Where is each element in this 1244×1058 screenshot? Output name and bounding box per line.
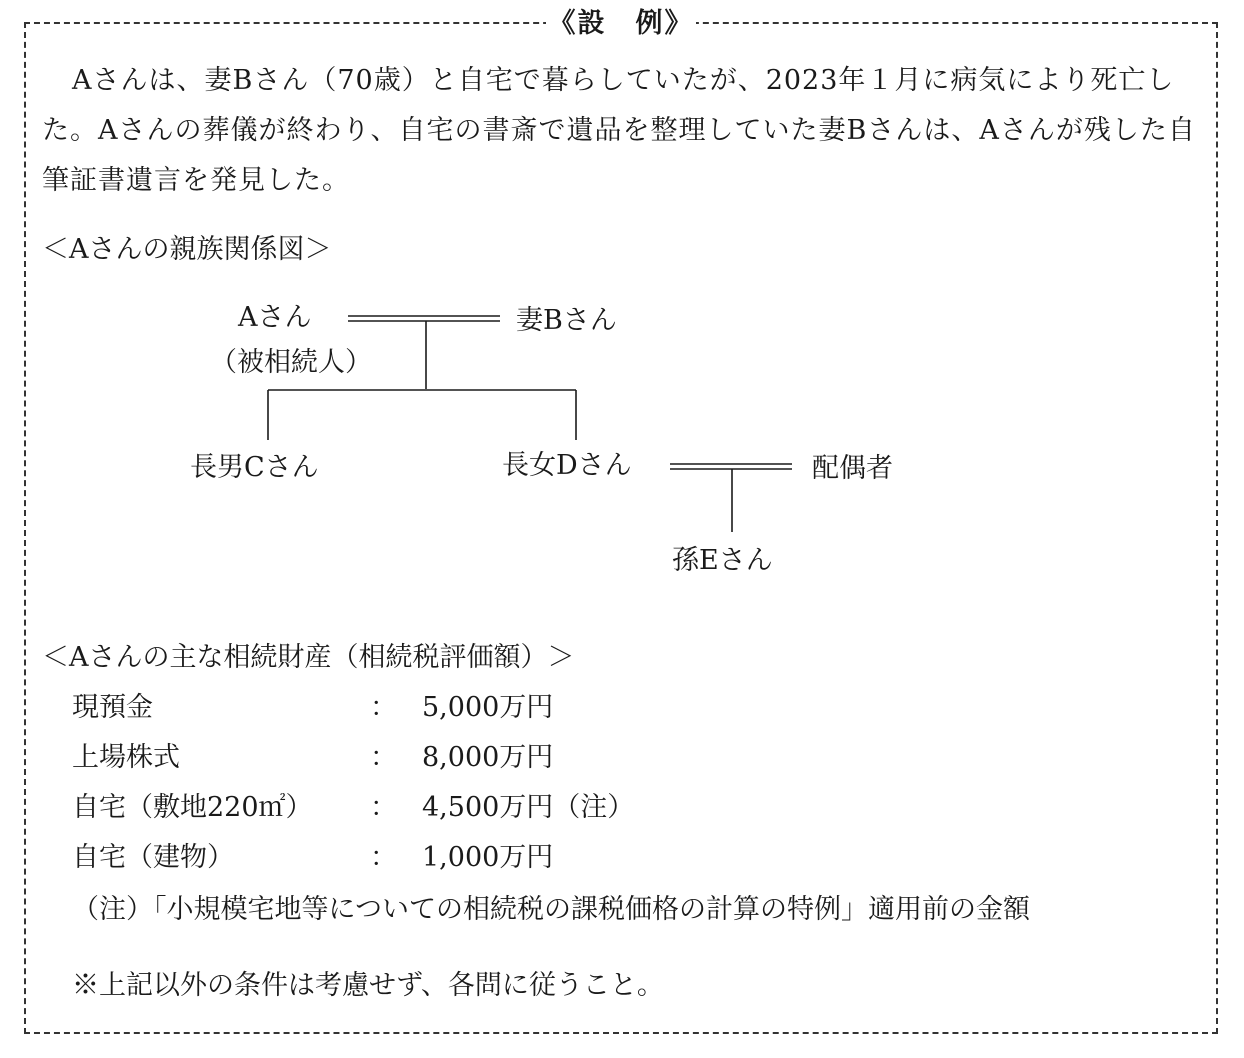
person-daughter-d: 長女Dさん xyxy=(502,450,632,481)
person-a-role: （被相続人） xyxy=(210,347,372,378)
family-heading: ＜Aさんの親族関係図＞ xyxy=(42,234,332,265)
asset-label: 現預金 xyxy=(72,692,153,723)
person-son-c: 長男Cさん xyxy=(190,452,319,483)
frame-title: 《設 例》 xyxy=(546,6,696,42)
asset-label: 上場株式 xyxy=(72,742,180,773)
assets-heading: ＜Aさんの主な相続財産（相続税評価額）＞ xyxy=(42,642,575,673)
asset-separator: ： xyxy=(370,842,397,873)
asset-value: 4,500万円（注） xyxy=(422,792,635,823)
asset-separator: ： xyxy=(370,742,397,773)
person-grandchild-e: 孫Eさん xyxy=(672,545,773,576)
asset-note: （注）「小規模宅地等についての相続税の課税価格の計算の特例」適用前の金額 xyxy=(72,894,1030,925)
asset-value: 5,000万円 xyxy=(422,692,554,723)
person-a: Aさん xyxy=(238,302,312,333)
person-wife-b: 妻Bさん xyxy=(516,305,617,336)
asset-value: 8,000万円 xyxy=(422,742,554,773)
asset-label: 自宅（建物） xyxy=(72,842,234,873)
footer-note: ※上記以外の条件は考慮せず、各問に従うこと。 xyxy=(72,970,664,1001)
asset-separator: ： xyxy=(370,792,397,823)
asset-label: 自宅（敷地220㎡） xyxy=(72,792,313,823)
asset-value: 1,000万円 xyxy=(422,842,554,873)
asset-separator: ： xyxy=(370,692,397,723)
person-spouse: 配偶者 xyxy=(812,453,893,484)
intro-paragraph: Aさんは、妻Bさん（70歳）と自宅で暮らしていたが、2023年１月に病気により死亡した。Aさんの葬儀が終わり、自宅の書斎で遺品を整理していた妻Bさんは、Aさんが残した自筆証書遺言を発見した。 xyxy=(42,65,1196,196)
